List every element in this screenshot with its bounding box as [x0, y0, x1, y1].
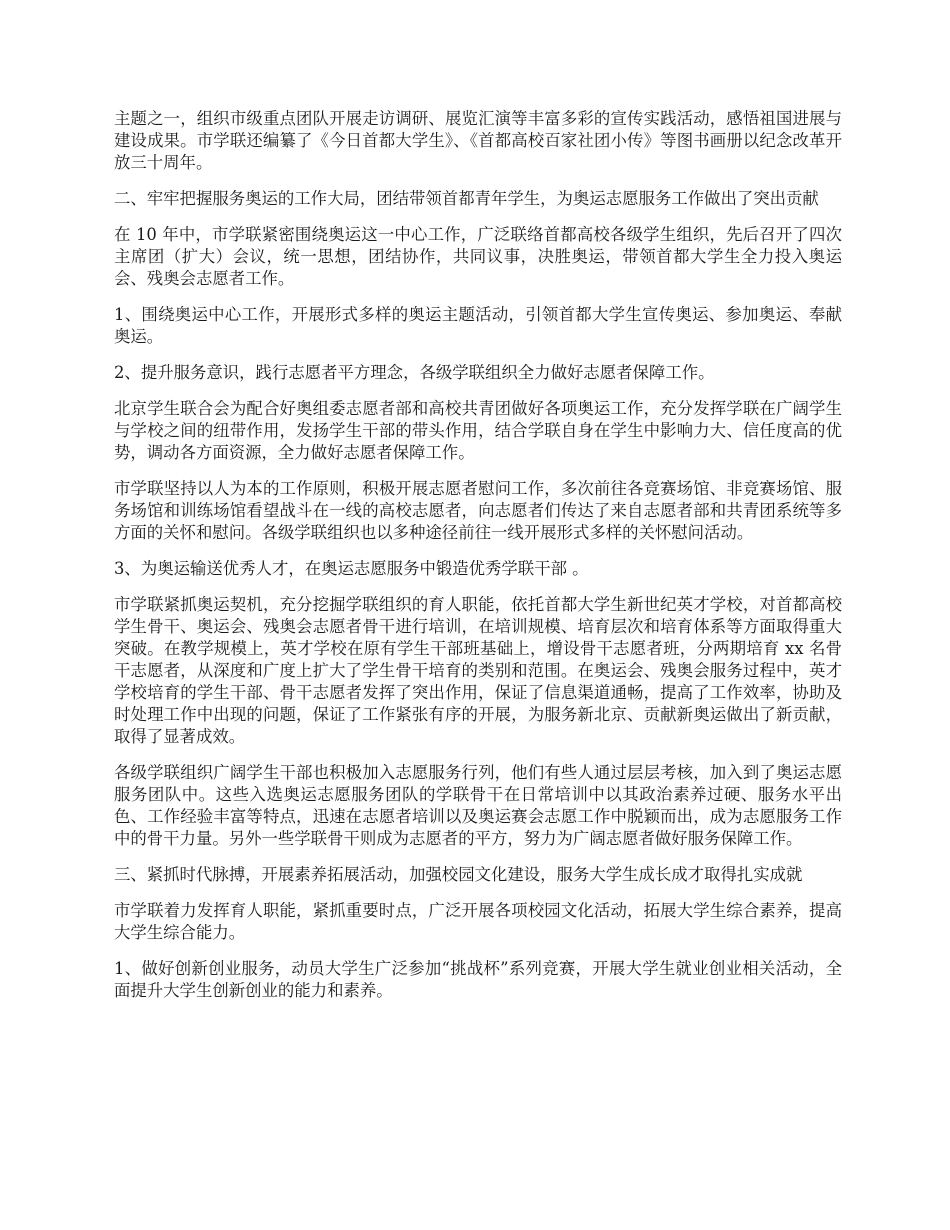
paragraph-beijing-student-union: 北京学生联合会为配合好奥组委志愿者部和高校共青团做好各项奥运工作，充分发挥学联在广阔学生与学校之间的纽带作用，发扬学生干部的带头作用，结合学联自身在学生中影响力大、信任度高的优势，调动各方面资源，全力做好志愿者保障工作。 — [114, 399, 842, 462]
item-1-olympic-activities: 1、围绕奥运中心工作，开展形式多样的奥运主题活动，引领首都大学生宣传奥运、参加奥运、奉献奥运。 — [114, 305, 842, 346]
document-body — [114, 108, 842, 1016]
paragraph-intro-continuation: 主题之一，组织市级重点团队开展走访调研、展览汇演等丰富多彩的宣传实践活动，感悟祖国进展与建设成果。市学联还编纂了《今日首都大学生》、《首都高校百家社团小传》等图书画册以纪念改革开放三十周年。 — [114, 109, 842, 172]
item-3-talent-delivery: 3、为奥运输送优秀人才，在奥运志愿服务中锻造优秀学联干部 。 — [114, 559, 589, 578]
item-1-innovation-entrepreneurship: 1、做好创新创业服务，动员大学生广泛参加“挑战杯”系列竞赛，开展大学生就业创业相关活动，全面提升大学生创新创业的能力和素养。 — [114, 959, 842, 1000]
paragraph-olympic-overview: 在 10 年中，市学联紧密围绕奥运这一中心工作，广泛联络首都高校各级学生组织，先后召开了四次主席团（扩大）会议，统一思想，团结协作，共同议事，决胜奥运，带领首都大学生全力投入奥运会、残奥会志愿者工作。 — [114, 225, 842, 288]
section-heading-olympic-service: 二、牢牢把握服务奥运的工作大局，团结带领首都青年学生，为奥运志愿服务工作做出了突出贡献 — [114, 189, 819, 208]
paragraph-talent-school: 市学联紧抓奥运契机，充分挖掘学联组织的育人职能，依托首都大学生新世纪英才学校，对首都高校学生骨干、奥运会、残奥会志愿者骨干进行培训，在培训规模、培育层次和培育体系等方面取得重大突破。在教学规模上，英才学校在原有学生干部班基础上，增设骨干志愿者班，分两期培育 xx 名骨干志愿者，从深度和广度上扩大了学生骨干培育的类别和范围。在奥运会、残奥会服务过程中，英才学校培育的学生干部、骨干志愿者发挥了突出作用，保证了信息渠道通畅，提高了工作效率，协助及时处理工作中出现的问题，保证了工作紧张有序的开展，为服务新北京、贡献新奥运做出了新贡献，取得了显著成效。 — [114, 595, 842, 746]
paragraph-volunteer-visits: 市学联坚持以人为本的工作原则，积极开展志愿者慰问工作，多次前往各竞赛场馆、非竞赛场馆、服务场馆和训练场馆看望战斗在一线的高校志愿者，向志愿者们传达了来自志愿者部和共青团系统等多方面的关怀和慰问。各级学联组织也以多种途径前往一线开展形式多样的关怀慰问活动。 — [114, 479, 842, 542]
paragraph-student-cadres: 各级学联组织广阔学生干部也积极加入志愿服务行列，他们有些人通过层层考核，加入到了奥运志愿服务团队中。这些入选奥运志愿服务团队的学联骨干在日常培训中以其政治素养过硬、服务水平出色、工作经验丰富等特点，迅速在志愿者培训以及奥运赛会志愿工作中脱颖而出，成为志愿服务工作中的骨干力量。另外一些学联骨干则成为志愿者的平方，努力为广阔志愿者做好服务保障工作。 — [114, 763, 842, 848]
section-heading-campus-culture: 三、紧抓时代脉搏，开展素养拓展活动，加强校园文化建设，服务大学生成长成才取得扎实成就 — [114, 865, 803, 884]
paragraph-education-function: 市学联着力发挥育人职能，紧抓重要时点，广泛开展各项校园文化活动，拓展大学生综合素养，提高大学生综合能力。 — [114, 901, 842, 942]
item-2-service-awareness: 2、提升服务意识，践行志愿者平方理念，各级学联组织全力做好志愿者保障工作。 — [114, 363, 715, 382]
